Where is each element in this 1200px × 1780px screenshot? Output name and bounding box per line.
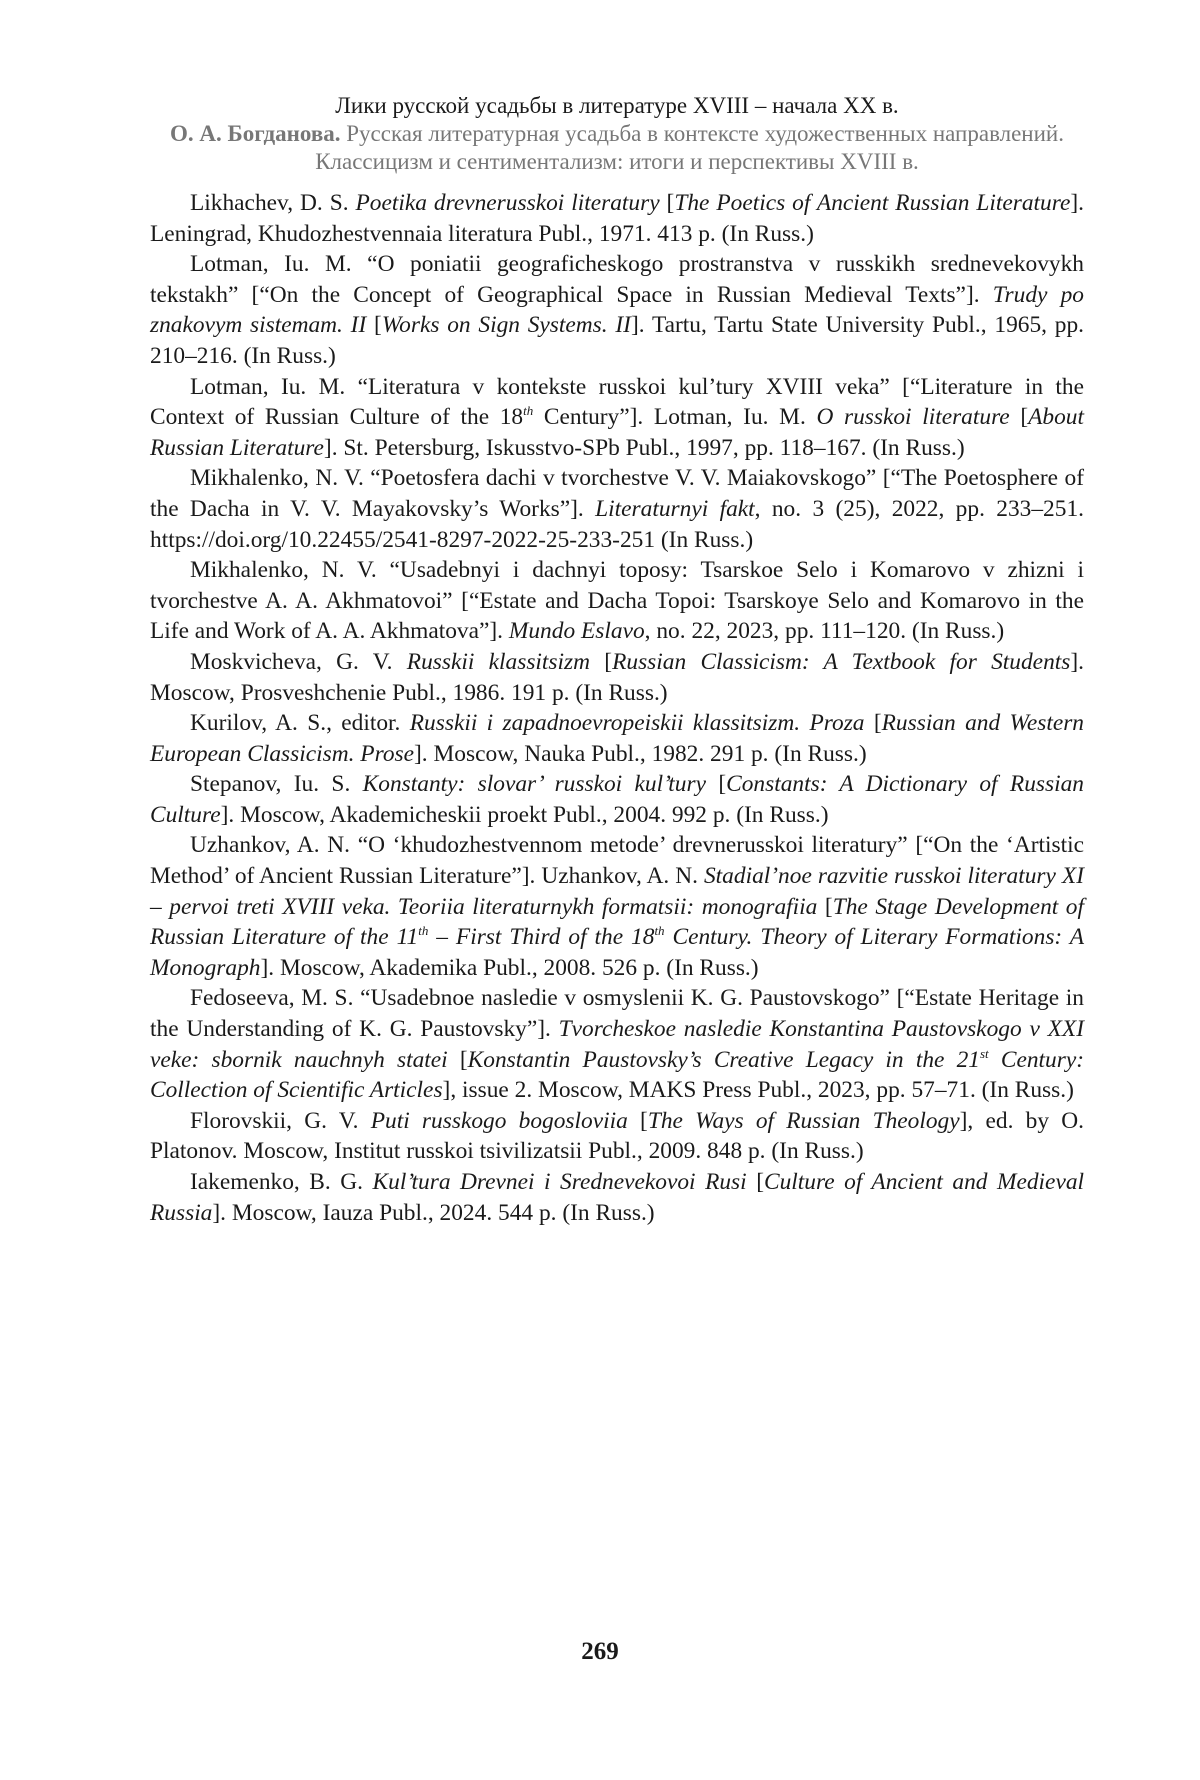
ref-superscript: th	[654, 923, 665, 939]
page-number: 269	[581, 1638, 619, 1665]
ref-text: Stepanov, Iu. S.	[190, 771, 363, 798]
journal-title: Лики русской усадьбы в литературе XVIII – начала XX в.	[335, 93, 899, 118]
reference-item	[150, 555, 1084, 647]
ref-superscript: th	[418, 923, 429, 939]
ref-title-translation: The Stage Development of Russian Literature of the 11	[150, 893, 1085, 951]
ref-title: Poetika drevnerusskoi literatury	[355, 190, 660, 216]
ref-text: Florovskii, G. V.	[190, 1107, 371, 1134]
ref-text: [	[659, 190, 675, 216]
ref-text: [	[627, 1107, 648, 1134]
ref-title-translation: – First Third of the 18	[428, 924, 655, 951]
ref-text: , no. 22, 2023, pp. 111–120. (In Russ.)	[644, 618, 1005, 645]
ref-title: Mundo Eslavo	[508, 618, 645, 645]
running-head	[150, 92, 1084, 176]
ref-title: Puti russkogo bogosloviia	[370, 1107, 628, 1134]
ref-title: Stadial’noe razvitie russkoi literatury XI – pervoi treti XVIII veka. Teoriia literaturnykh formatsii: monografiia	[150, 863, 1084, 920]
ref-text: ], issue 2. Moscow, MAKS Press Publ., 2023, pp. 57–71. (In Russ.)	[442, 1077, 1074, 1104]
article-header-line1	[150, 120, 1084, 148]
ref-title-translation: The Ways of Russian Theology	[647, 1107, 960, 1134]
ref-text: [	[817, 893, 833, 920]
ref-title-translation: Russian Classicism: A Textbook for Students	[612, 648, 1071, 675]
ref-text: ]. Tartu, Tartu State University Publ., 1965, pp. 210–216. (In Russ.)	[150, 312, 1085, 369]
article-title-part2: Классицизм и сентиментализм: итоги и перспективы XVIII в.	[315, 149, 919, 174]
ref-text: ]. Moscow, Akademika Publ., 2008. 526 p. (In Russ.)	[260, 954, 759, 981]
ref-text: [	[447, 1046, 468, 1073]
ref-text: Mikhalenko, N. V. “Usadebnyi i dachnyi toposy: Tsarskoe Selo i Komarovo v zhizni i tvorchestve A. A. Akhmatovoi” [“Estate and Dacha Topoi: Tsarskoye Selo and Komarovo in the Life and Work of A. A. Akhmatova”].	[150, 557, 1084, 645]
reference-item	[150, 708, 1084, 769]
ref-text: ], ed. by O. Platonov. Moscow, Institut russkoi tsivilizatsii Publ., 2009. 848 p. (In Russ.)	[150, 1107, 1084, 1165]
ref-text: Uzhankov, A. N. “O ‘khudozhestvennom metode’ drevnerusskoi literatury” [“On the ‘Artistic Method’ of Ancient Russian Literature”]. Uzhankov, A. N.	[150, 832, 1084, 890]
ref-text: [	[746, 1169, 764, 1195]
author-name: О. А. Богданова.	[170, 121, 341, 146]
ref-text: ]. Moscow, Prosveshchenie Publ., 1986. 191 p. (In Russ.)	[150, 648, 1085, 706]
ref-title-translation: Works on Sign Systems. II	[381, 312, 631, 339]
ref-title: Literaturnyi fakt	[595, 495, 755, 522]
ref-text: , no. 3 (25), 2022, pp. 233–251. https://doi.org/10.22455/2541-8297-2022-25-233-251 (In Russ.)	[150, 495, 1084, 553]
reference-item	[150, 463, 1084, 555]
ref-text: Century”]. Lotman, Iu. M.	[533, 404, 817, 431]
ref-text: [	[864, 710, 882, 737]
reference-item	[150, 372, 1084, 464]
reference-item	[150, 249, 1084, 371]
ref-title-translation: About Russian Literature	[150, 404, 1084, 461]
ref-title-translation: Russian and Western European Classicism. Prose	[150, 710, 1084, 767]
ref-text: Moskvicheva, G. V.	[190, 648, 407, 675]
ref-text: [	[590, 648, 613, 675]
ref-title: Kul’tura Drevnei i Srednevekovoi Rusi	[372, 1169, 747, 1195]
reference-item	[150, 188, 1084, 249]
ref-text: Likhachev, D. S.	[190, 190, 356, 216]
ref-text: [	[366, 312, 382, 339]
ref-title: Konstanty: slovar’ russkoi kul’tury	[362, 771, 706, 798]
ref-text: Fedoseeva, M. S. “Usadebnoe nasledie v osmyslenii K. G. Paustovskogo” [“Estate Heritage in the Understanding of K. G. Paustovsky”].	[150, 985, 1084, 1043]
ref-title-translation: Culture of Ancient and Medieval Russia	[150, 1169, 1085, 1226]
reference-item	[150, 830, 1084, 983]
ref-title: Tvorcheskoe nasledie Konstantina Paustovskogo v XXI veke: sbornik nauchnyh statei	[150, 1016, 1084, 1073]
ref-text: ]. St. Petersburg, Iskusstvo-SPb Publ., 1997, pp. 118–167. (In Russ.)	[323, 434, 965, 461]
ref-title-translation: Century. Theory of Literary Formations: A Monograph	[150, 924, 1085, 981]
article-title-part1: Русская литературная усадьба в контексте художественных направлений.	[346, 121, 1064, 146]
ref-text: Lotman, Iu. M. “O poniatii geograficheskogo prostranstva v russkikh srednevekovykh tekstakh” [“On the Concept of Geographical Space in Russian Medieval Texts”].	[150, 251, 1084, 308]
ref-text: Iakemenko, B. G.	[190, 1169, 373, 1195]
ref-title: O russkoi literature	[816, 404, 1010, 431]
ref-text: [	[705, 771, 727, 798]
ref-title: Trudy po znakovym sistemam. II	[150, 281, 1084, 339]
reference-item	[150, 1106, 1084, 1167]
ref-title: Russkii klassitsizm	[406, 648, 591, 675]
ref-title: Russkii i zapadnoevropeiskii klassitsizm. Proza	[409, 710, 865, 737]
ref-text: Kurilov, A. S., editor.	[190, 710, 410, 737]
ref-text: [	[1009, 404, 1029, 431]
reference-item	[150, 769, 1084, 830]
ref-title-translation: The Poetics of Ancient Russian Literature	[674, 190, 1071, 216]
reference-list	[150, 188, 1084, 1228]
ref-title-translation: Constants: A Dictionary of Russian Culture	[150, 771, 1084, 828]
ref-text: Lotman, Iu. M. “Literatura v kontekste russkoi kul’tury XVIII veka” [“Literature in the Context of Russian Culture of the 18	[150, 373, 1084, 431]
reference-item	[150, 983, 1084, 1105]
ref-title-translation: Century: Collection of Scientific Articles	[150, 1046, 1084, 1104]
reference-item	[150, 647, 1084, 708]
ref-text: ]. Moscow, Akademicheskii proekt Publ., 2004. 992 p. (In Russ.)	[220, 801, 829, 828]
reference-item	[150, 1167, 1084, 1228]
ref-superscript: th	[523, 403, 534, 419]
ref-title-translation: Konstantin Paustovsky’s Creative Legacy in the 21	[467, 1046, 980, 1073]
ref-text: ]. Moscow, Iauza Publ., 2024. 544 p. (In Russ.)	[212, 1199, 655, 1226]
ref-text: ]. Leningrad, Khudozhestvennaia literatura Publ., 1971. 413 p. (In Russ.)	[150, 190, 1084, 247]
ref-superscript: st	[979, 1045, 989, 1061]
ref-text: Mikhalenko, N. V. “Poetosfera dachi v tvorchestve V. V. Maiakovskogo” [“The Poetosphere of the Dacha in V. V. Mayakovsky’s Works”].	[150, 465, 1084, 522]
page	[150, 92, 1084, 1228]
ref-text: ]. Moscow, Nauka Publ., 1982. 291 p. (In Russ.)	[414, 740, 867, 767]
